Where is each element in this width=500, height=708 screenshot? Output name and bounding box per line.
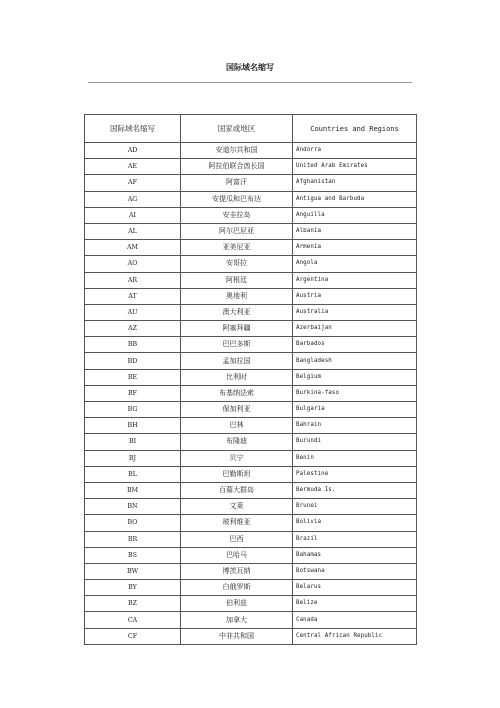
row-code-cell: AU	[85, 304, 181, 320]
row-code-cell: BY	[85, 580, 181, 596]
row-country-en-cell: Canada	[293, 612, 417, 628]
row-country-zh-cell: 贝宁	[181, 450, 293, 466]
row-country-zh-cell: 阿根廷	[181, 272, 293, 288]
table-row	[85, 563, 417, 579]
row-country-zh-cell: 布隆迪	[181, 434, 293, 450]
row-code-cell: BR	[85, 531, 181, 547]
row-country-zh-cell: 阿塞拜疆	[181, 321, 293, 337]
table-row	[85, 450, 417, 466]
row-country-zh-cell: 安哥拉	[181, 256, 293, 272]
row-code-cell: BD	[85, 353, 181, 369]
row-country-en-cell: Austria	[293, 288, 417, 304]
table-row	[85, 207, 417, 223]
row-code-cell: BN	[85, 499, 181, 515]
row-code-cell: AI	[85, 207, 181, 223]
table-row	[85, 418, 417, 434]
table-row	[85, 531, 417, 547]
row-country-en-cell: Afghanistan	[293, 175, 417, 191]
row-code-cell: AD	[85, 143, 181, 159]
row-country-zh-cell: 奥地利	[181, 288, 293, 304]
domain-code-table	[84, 114, 417, 645]
row-code-cell: AZ	[85, 321, 181, 337]
row-country-en-cell: Armenia	[293, 240, 417, 256]
row-country-en-cell: Bermuda Is.	[293, 482, 417, 498]
row-country-zh-cell: 巴哈马	[181, 547, 293, 563]
table-row	[85, 434, 417, 450]
table-row	[85, 304, 417, 320]
row-country-zh-cell: 安道尔共和国	[181, 143, 293, 159]
row-country-zh-cell: 阿富汗	[181, 175, 293, 191]
row-code-cell: BH	[85, 418, 181, 434]
table-row	[85, 466, 417, 482]
document-title: 国际域名缩写	[226, 63, 274, 72]
row-code-cell: AL	[85, 223, 181, 239]
row-code-cell: AT	[85, 288, 181, 304]
row-country-en-cell: Botswana	[293, 563, 417, 579]
table-row	[85, 499, 417, 515]
row-country-zh-cell: 亚美尼亚	[181, 240, 293, 256]
row-country-en-cell: Belgium	[293, 369, 417, 385]
header-code: 国际域名缩写	[85, 115, 181, 143]
row-code-cell: AR	[85, 272, 181, 288]
row-country-zh-cell: 博茨瓦纳	[181, 563, 293, 579]
row-code-cell: BJ	[85, 450, 181, 466]
table-row	[85, 223, 417, 239]
table-row	[85, 143, 417, 159]
table-row	[85, 321, 417, 337]
row-country-en-cell: Barbados	[293, 337, 417, 353]
row-country-zh-cell: 布基纳法索	[181, 385, 293, 401]
table-row	[85, 612, 417, 628]
row-code-cell: AE	[85, 159, 181, 175]
row-country-zh-cell: 巴西	[181, 531, 293, 547]
table-row	[85, 256, 417, 272]
table-header	[85, 115, 417, 143]
row-code-cell: BL	[85, 466, 181, 482]
row-country-en-cell: Australia	[293, 304, 417, 320]
row-code-cell: BB	[85, 337, 181, 353]
table-row	[85, 515, 417, 531]
row-code-cell: AM	[85, 240, 181, 256]
header-country-en: Countries and Regions	[293, 115, 417, 143]
header-country-zh: 国家或地区	[181, 115, 293, 143]
table-body	[85, 143, 417, 645]
row-country-en-cell: Angola	[293, 256, 417, 272]
row-code-cell: BM	[85, 482, 181, 498]
row-country-en-cell: United Arab Emirates	[293, 159, 417, 175]
row-code-cell: AO	[85, 256, 181, 272]
row-country-en-cell: Antigua and Barbuda	[293, 191, 417, 207]
row-country-en-cell: Belarus	[293, 580, 417, 596]
row-country-en-cell: Bangladesh	[293, 353, 417, 369]
table-row	[85, 353, 417, 369]
table-row	[85, 596, 417, 612]
row-code-cell: BW	[85, 563, 181, 579]
table-row	[85, 628, 417, 644]
row-country-zh-cell: 孟加拉国	[181, 353, 293, 369]
row-country-en-cell: Bahrain	[293, 418, 417, 434]
table-row	[85, 240, 417, 256]
row-country-zh-cell: 阿拉伯联合酋长国	[181, 159, 293, 175]
row-country-en-cell: Burkina-faso	[293, 385, 417, 401]
row-country-en-cell: Anguilla	[293, 207, 417, 223]
table-row	[85, 272, 417, 288]
table-row	[85, 175, 417, 191]
table-row	[85, 337, 417, 353]
row-code-cell: AF	[85, 175, 181, 191]
row-country-en-cell: Benin	[293, 450, 417, 466]
row-country-zh-cell: 比利时	[181, 369, 293, 385]
row-country-en-cell: Albania	[293, 223, 417, 239]
table-row	[85, 191, 417, 207]
row-country-en-cell: Brunei	[293, 499, 417, 515]
table-row	[85, 580, 417, 596]
row-country-en-cell: Central African Republic	[293, 628, 417, 644]
row-code-cell: BZ	[85, 596, 181, 612]
table-row	[85, 369, 417, 385]
row-code-cell: BO	[85, 515, 181, 531]
row-country-zh-cell: 白俄罗斯	[181, 580, 293, 596]
table-row	[85, 159, 417, 175]
row-code-cell: AG	[85, 191, 181, 207]
row-country-zh-cell: 澳大利亚	[181, 304, 293, 320]
row-code-cell: CF	[85, 628, 181, 644]
header-row	[85, 115, 417, 143]
row-country-zh-cell: 保加利亚	[181, 402, 293, 418]
table-row	[85, 482, 417, 498]
row-country-zh-cell: 文莱	[181, 499, 293, 515]
row-code-cell: BE	[85, 369, 181, 385]
row-country-en-cell: Argentina	[293, 272, 417, 288]
table-row	[85, 402, 417, 418]
row-country-zh-cell: 玻利维亚	[181, 515, 293, 531]
row-country-en-cell: Palestine	[293, 466, 417, 482]
row-country-en-cell: Burundi	[293, 434, 417, 450]
row-country-en-cell: Bahamas	[293, 547, 417, 563]
row-country-zh-cell: 加拿大	[181, 612, 293, 628]
row-code-cell: CA	[85, 612, 181, 628]
row-country-zh-cell: 中非共和国	[181, 628, 293, 644]
table-row	[85, 547, 417, 563]
row-country-en-cell: Andorra	[293, 143, 417, 159]
row-code-cell: BS	[85, 547, 181, 563]
row-country-zh-cell: 安圭拉岛	[181, 207, 293, 223]
row-country-zh-cell: 阿尔巴尼亚	[181, 223, 293, 239]
row-country-zh-cell: 巴巴多斯	[181, 337, 293, 353]
row-country-en-cell: Azerbaijan	[293, 321, 417, 337]
row-country-en-cell: Bulgaria	[293, 402, 417, 418]
row-country-en-cell: Brazil	[293, 531, 417, 547]
row-code-cell: BI	[85, 434, 181, 450]
row-code-cell: BG	[85, 402, 181, 418]
row-country-en-cell: Belize	[293, 596, 417, 612]
row-country-en-cell: Bolivia	[293, 515, 417, 531]
row-country-zh-cell: 巴林	[181, 418, 293, 434]
row-country-zh-cell: 安提瓜和巴布达	[181, 191, 293, 207]
row-code-cell: BF	[85, 385, 181, 401]
row-country-zh-cell: 百慕大群岛	[181, 482, 293, 498]
header-divider	[88, 82, 412, 83]
table-row	[85, 288, 417, 304]
table-row	[85, 385, 417, 401]
row-country-zh-cell: 巴勒斯坦	[181, 466, 293, 482]
row-country-zh-cell: 伯利兹	[181, 596, 293, 612]
